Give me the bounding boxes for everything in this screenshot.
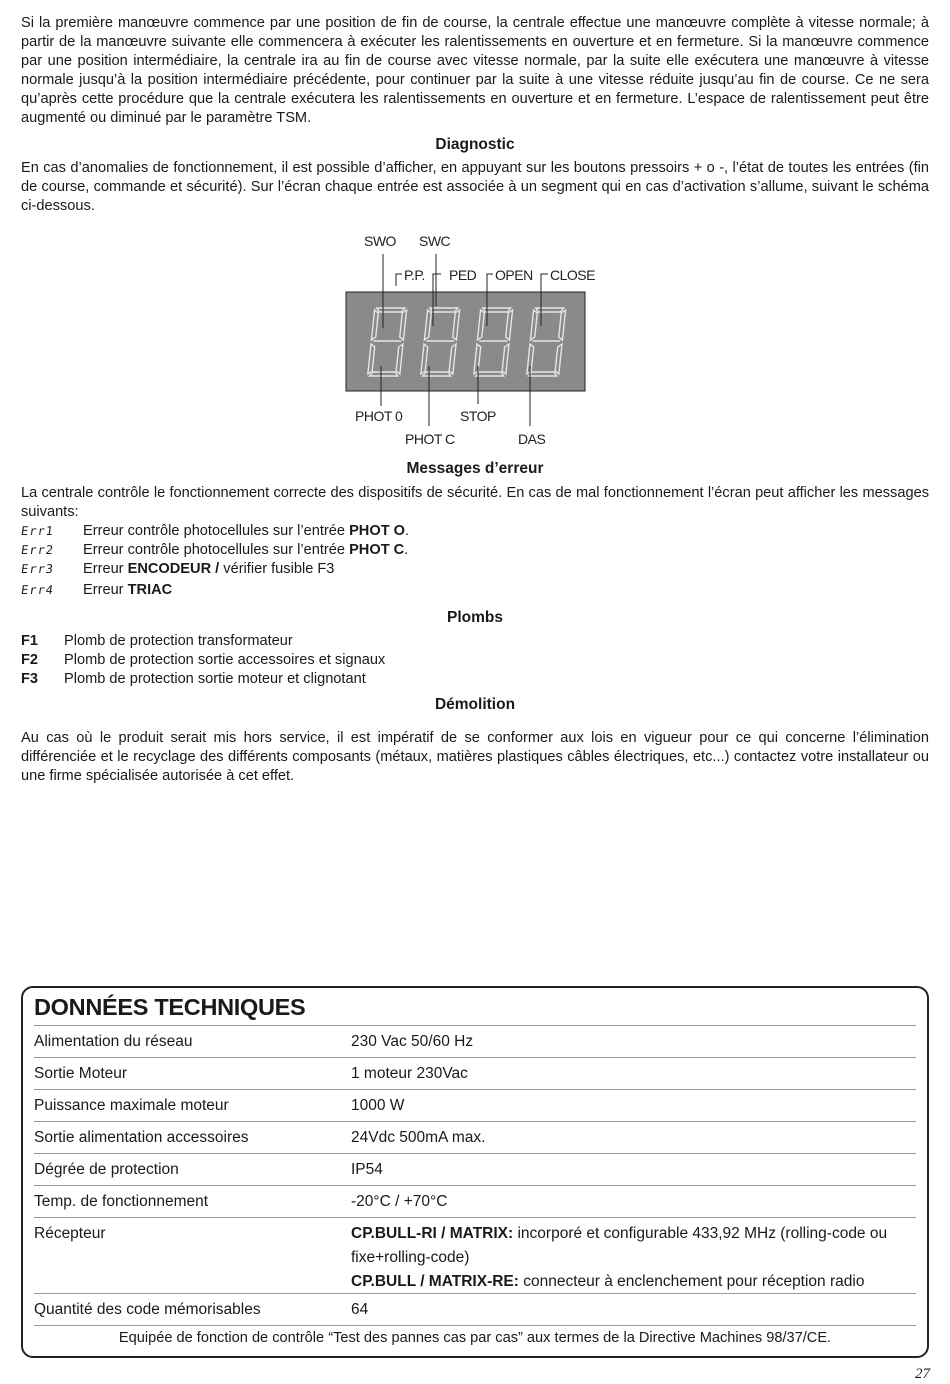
tech-row: Quantité des code mémorisables 64	[34, 1293, 916, 1326]
diagnostic-text: En cas d’anomalies de fonctionnement, il est possible d’afficher, en appuyant sur les boutons pressoirs + o -, l’état de toutes les entrées (fin de course, commande et sécurité). Sur l’écran chaque entrée est associée à un segment qui en cas d’activation s’allume, suivant le schéma ci-dessous.	[21, 160, 929, 214]
tech-row: Sortie Moteur 1 moteur 230Vac	[34, 1057, 916, 1090]
label-phot0: PHOT 0	[355, 408, 403, 424]
label-stop: STOP	[460, 408, 496, 424]
tech-row: Dégrée de protection IP54	[34, 1153, 916, 1186]
error-code: Err4	[20, 583, 55, 597]
error-item: Err4 Erreur TRIAC	[20, 582, 173, 598]
fuse-item: F1 Plomb de protection transformateur	[21, 633, 293, 649]
error-code: Err1	[20, 524, 55, 538]
page-content	[21, 14, 929, 786]
error-code: Err3	[20, 562, 55, 576]
tech-footer: Equipée de fonction de contrôle “Test des pannes cas par cas” aux termes de la Directive Machines 98/37/CE.	[34, 1325, 916, 1346]
demolition-text: Au cas où le produit serait mis hors service, il est impératif de se conformer aux lois en vigueur pour ce qui concerne l’élimination différenciée et le recyclage des différents composants (métaux, matières plastiques câbles électriques, etc...) contactez votre installateur ou une firme spécialisée autorisée à cet effet.	[21, 730, 929, 784]
fuse-item: F2 Plomb de protection sortie accessoires et signaux	[21, 652, 386, 668]
errors-text: La centrale contrôle le fonctionnement correcte des dispositifs de sécurité. En cas de mal fonctionnement l’écran peut afficher les messages suivants:	[21, 485, 929, 520]
diagnostic-title: Diagnostic	[435, 136, 515, 153]
error-item: Err3 Erreur ENCODEUR / vérifier fusible F3	[20, 561, 335, 577]
error-code: Err2	[20, 543, 55, 557]
tech-row: Sortie alimentation accessoires 24Vdc 500mA max.	[34, 1121, 916, 1154]
label-photc: PHOT C	[405, 431, 455, 447]
display-diagram	[21, 216, 929, 446]
tech-specs-box	[21, 986, 929, 1358]
label-open: OPEN	[495, 267, 533, 283]
intro-paragraph: Si la première manœuvre commence par une position de fin de course, la centrale effectue une manœuvre complète à vitesse normale; à partir de la manœuvre suivante elle commencera à exécuter les ralentissements en ouverture et en fermeture. Si la manœuvre commence par une position intermédiaire, la centrale ira au fin de course avec vitesse normale, par la suite elle exécutera une manœuvre à vitesse normale jusqu’à la position intermédiaire précédente, pour continuer par la suite à une vitesse réduite jusqu’au fin de course. Ce ne sera qu’après cette procédure que la centrale exécutera les ralentissements en ouverture et en fermeture. L’espace de ralentissement peut être augmenté ou diminué par le paramètre TSM.	[21, 15, 929, 126]
error-list	[21, 522, 929, 600]
label-close: CLOSE	[550, 267, 595, 283]
tech-row: Temp. de fonctionnement -20°C / +70°C	[34, 1185, 916, 1218]
fuse-item: F3 Plomb de protection sortie moteur et clignotant	[21, 671, 366, 687]
demolition-title: Démolition	[434, 696, 516, 713]
fuses-title: Plombs	[447, 609, 503, 626]
label-das: DAS	[518, 431, 546, 447]
label-swc: SWC	[419, 233, 451, 249]
error-item: Err1 Erreur contrôle photocellules sur l’entrée PHOT O.	[20, 523, 410, 539]
label-pp: P.P.	[404, 267, 425, 283]
fuse-list	[21, 632, 929, 689]
errors-title: Messages d’erreur	[406, 460, 544, 477]
error-item: Err2 Erreur contrôle photocellules sur l’entrée PHOT C.	[20, 542, 409, 558]
tech-row: Alimentation du réseau 230 Vac 50/60 Hz	[34, 1025, 916, 1058]
page-number: 27	[915, 1366, 930, 1382]
tech-title: DONNÉES TECHNIQUES	[34, 994, 306, 1020]
label-ped: PED	[449, 267, 477, 283]
tech-row: Puissance maximale moteur 1000 W	[34, 1089, 916, 1122]
label-swo: SWO	[364, 233, 396, 249]
tech-row-receiver: Récepteur CP.BULL-RI / MATRIX: incorporé et configurable 433,92 MHz (rolling-code ou fixe+rolling-code) CP.BULL / MATRIX-RE: connecteur à enclenchement pour réception radio	[34, 1217, 916, 1294]
segment-display-diagram	[21, 216, 929, 456]
